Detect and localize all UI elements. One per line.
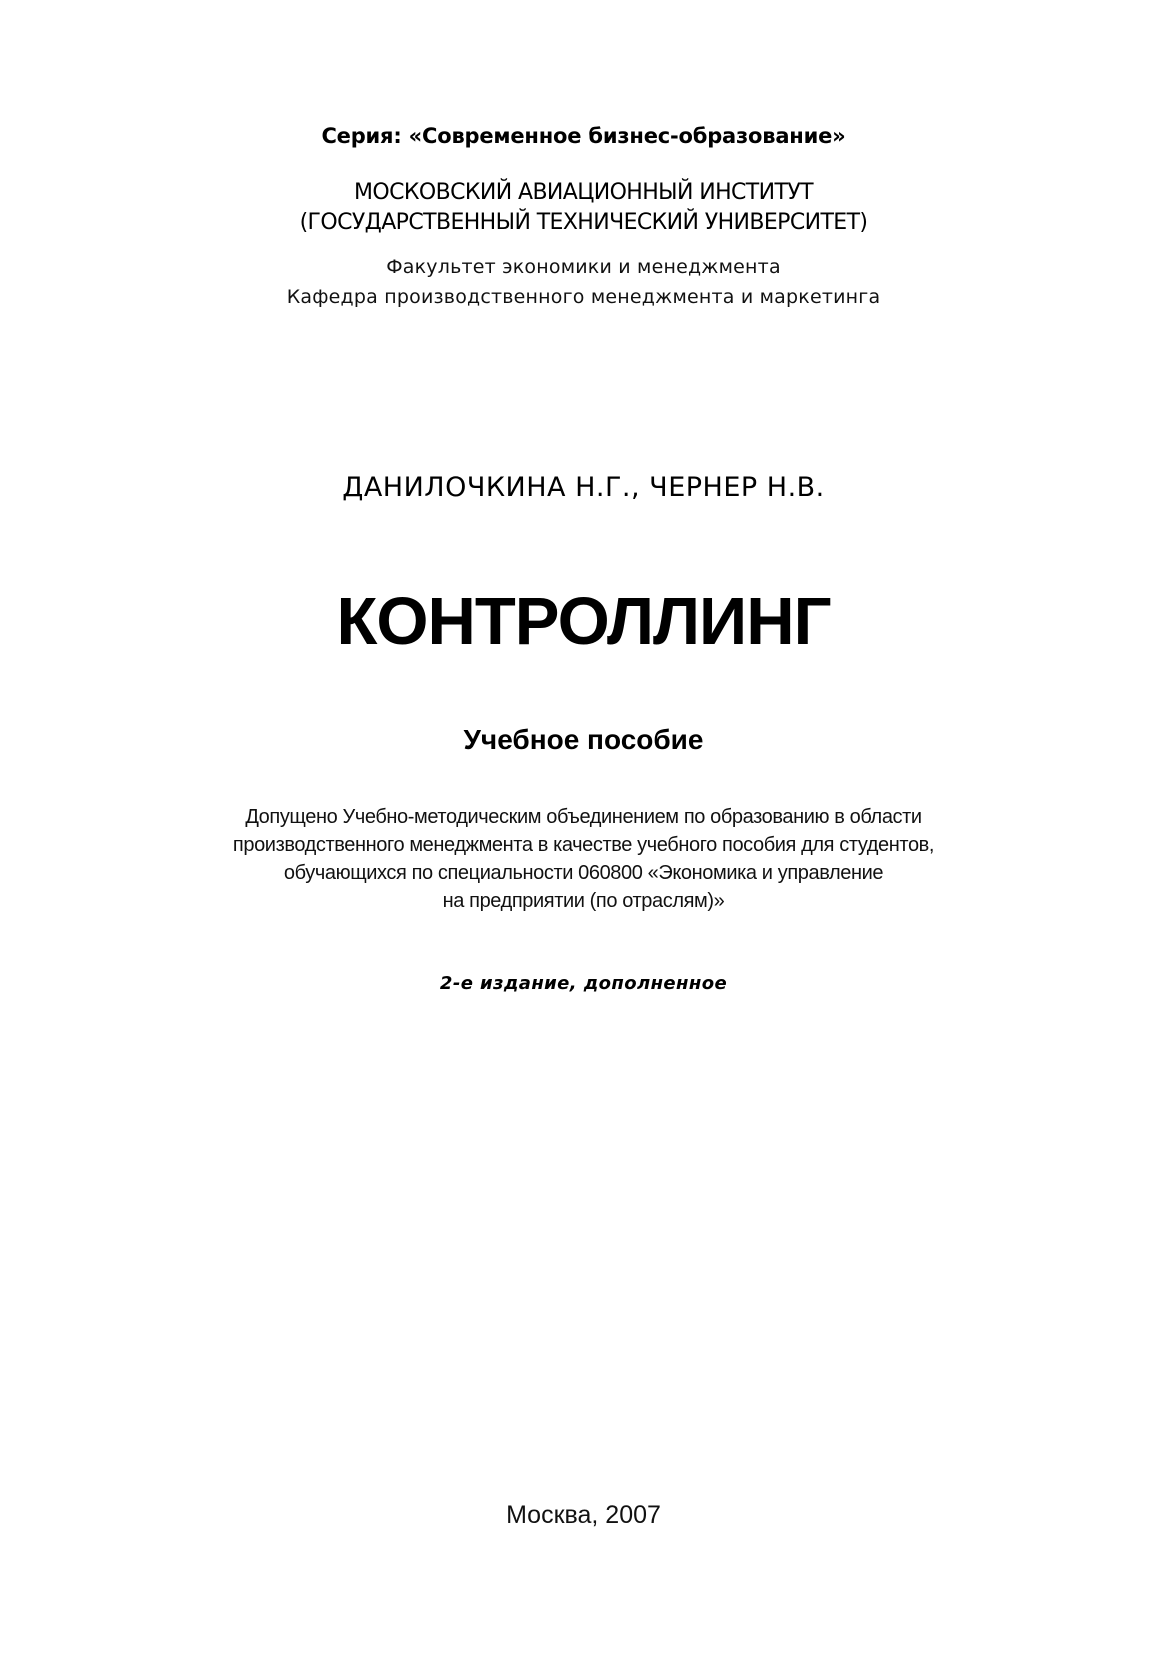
book-subtitle: Учебное пособие [463, 724, 704, 755]
institution-name: МОСКОВСКИЙ АВИАЦИОННЫЙ ИНСТИТУТ [354, 180, 813, 205]
department-name: Кафедра производственного менеджмента и маркетинга [286, 286, 881, 308]
institution-subtitle: (ГОСУДАРСТВЕННЫЙ ТЕХНИЧЕСКИЙ УНИВЕРСИТЕТ) [299, 210, 868, 235]
approval-line: производственного менеджмента в качестве учебного пособия для студентов, [232, 834, 935, 856]
approval-line: обучающихся по специальности 060800 «Экономика и управление [283, 862, 884, 884]
approval-line: на предприятии (по отраслям)» [442, 890, 725, 912]
series-line: Серия: «Современное бизнес-образование» [321, 124, 846, 148]
faculty-name: Факультет экономики и менеджмента [386, 256, 781, 278]
authors: ДАНИЛОЧКИНА Н.Г., ЧЕРНЕР Н.В. [342, 472, 825, 503]
approval-line: Допущено Учебно-методическим объединением по образованию в области [245, 806, 922, 828]
edition-note: 2-е издание, дополненное [439, 973, 728, 994]
book-title: КОНТРОЛЛИНГ [336, 584, 831, 659]
publication-city-year: Москва, 2007 [506, 1501, 661, 1529]
